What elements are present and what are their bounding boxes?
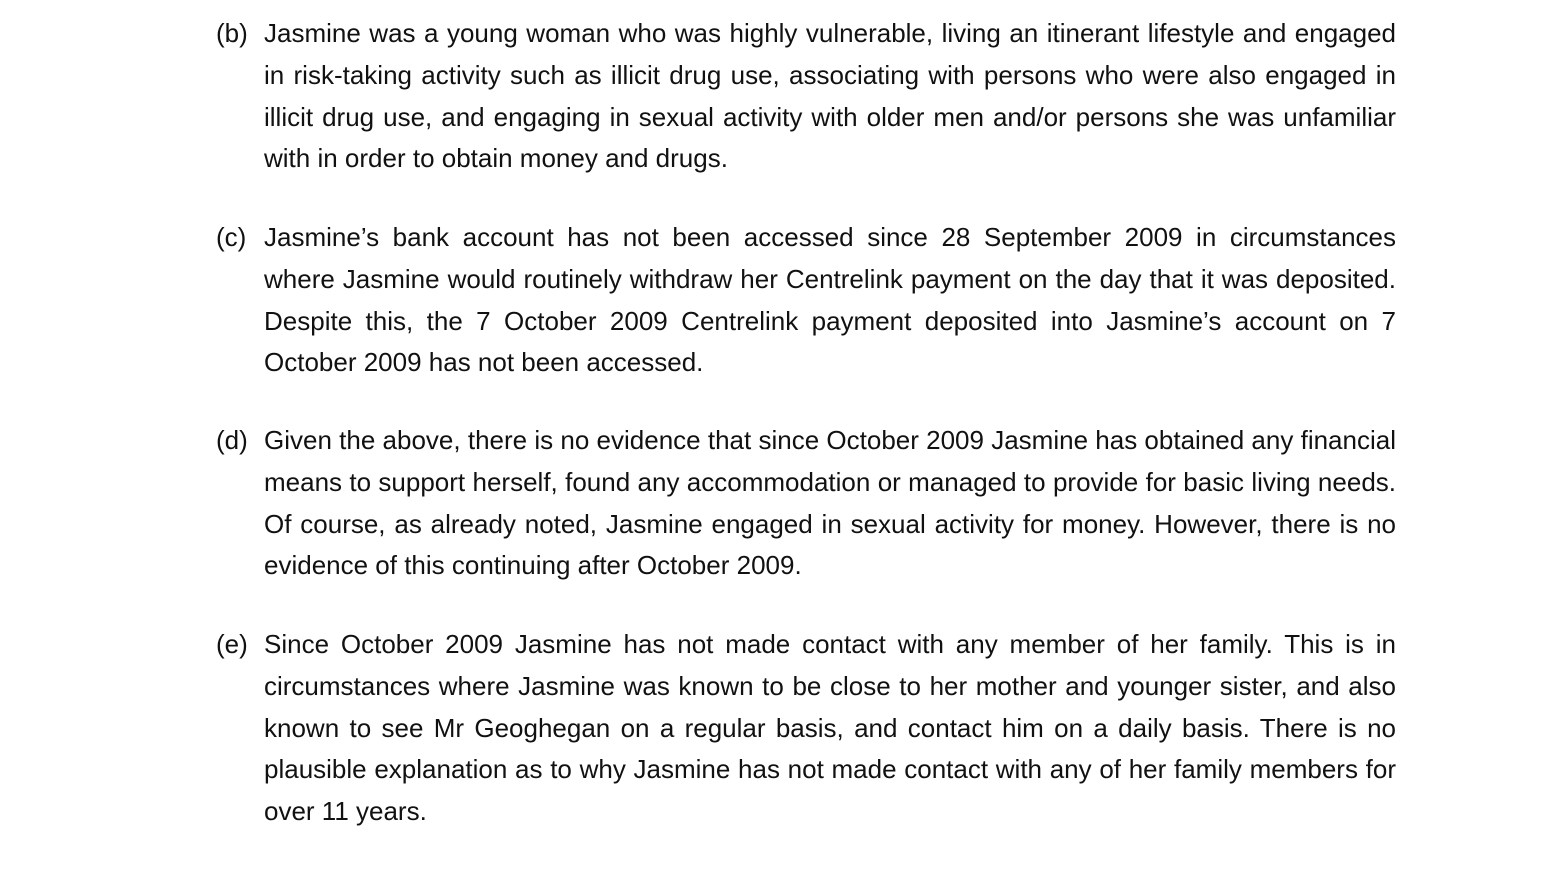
paragraph-text: Since October 2009 Jasmine has not made contact with any member of her family. This is in circumstances where Jasmine was known to be close to her mother and younger sister, and also known to see Mr Geoghegan on a regular basis, and contact him on a daily basis. There is no plausible explanation as to why Jasmine has not made contact with any of her family members for over 11 years. [264,629,1396,827]
paragraph-d [216,420,1396,587]
paragraph-c [216,217,1396,384]
paragraph-e [216,624,1396,833]
paragraph-b [216,13,1396,180]
paragraph-label: (b) [216,18,248,48]
paragraph-text: Jasmine’s bank account has not been accessed since 28 September 2009 in circumstances where Jasmine would routinely withdraw her Centrelink payment on the day that it was deposited. Despite this, the 7 October 2009 Centrelink payment deposited into Jasmine’s account on 7 October 2009 has not been accessed. [264,222,1396,378]
paragraph-text: Jasmine was a young woman who was highly vulnerable, living an itinerant lifestyle and engaged in risk-taking activity such as illicit drug use, associating with persons who were also engaged in illicit drug use, and engaging in sexual activity with older men and/or persons she was unfamiliar with in order to obtain money and drugs. [264,18,1396,174]
paragraph-label: (d) [216,425,248,455]
paragraph-text: Given the above, there is no evidence that since October 2009 Jasmine has obtained any financial means to support herself, found any accommodation or managed to provide for basic living needs. Of course, as already noted, Jasmine engaged in sexual activity for money. However, there is no evidence of this continuing after October 2009. [264,425,1396,581]
paragraph-label: (c) [216,222,247,252]
paragraph-label: (e) [216,629,248,659]
